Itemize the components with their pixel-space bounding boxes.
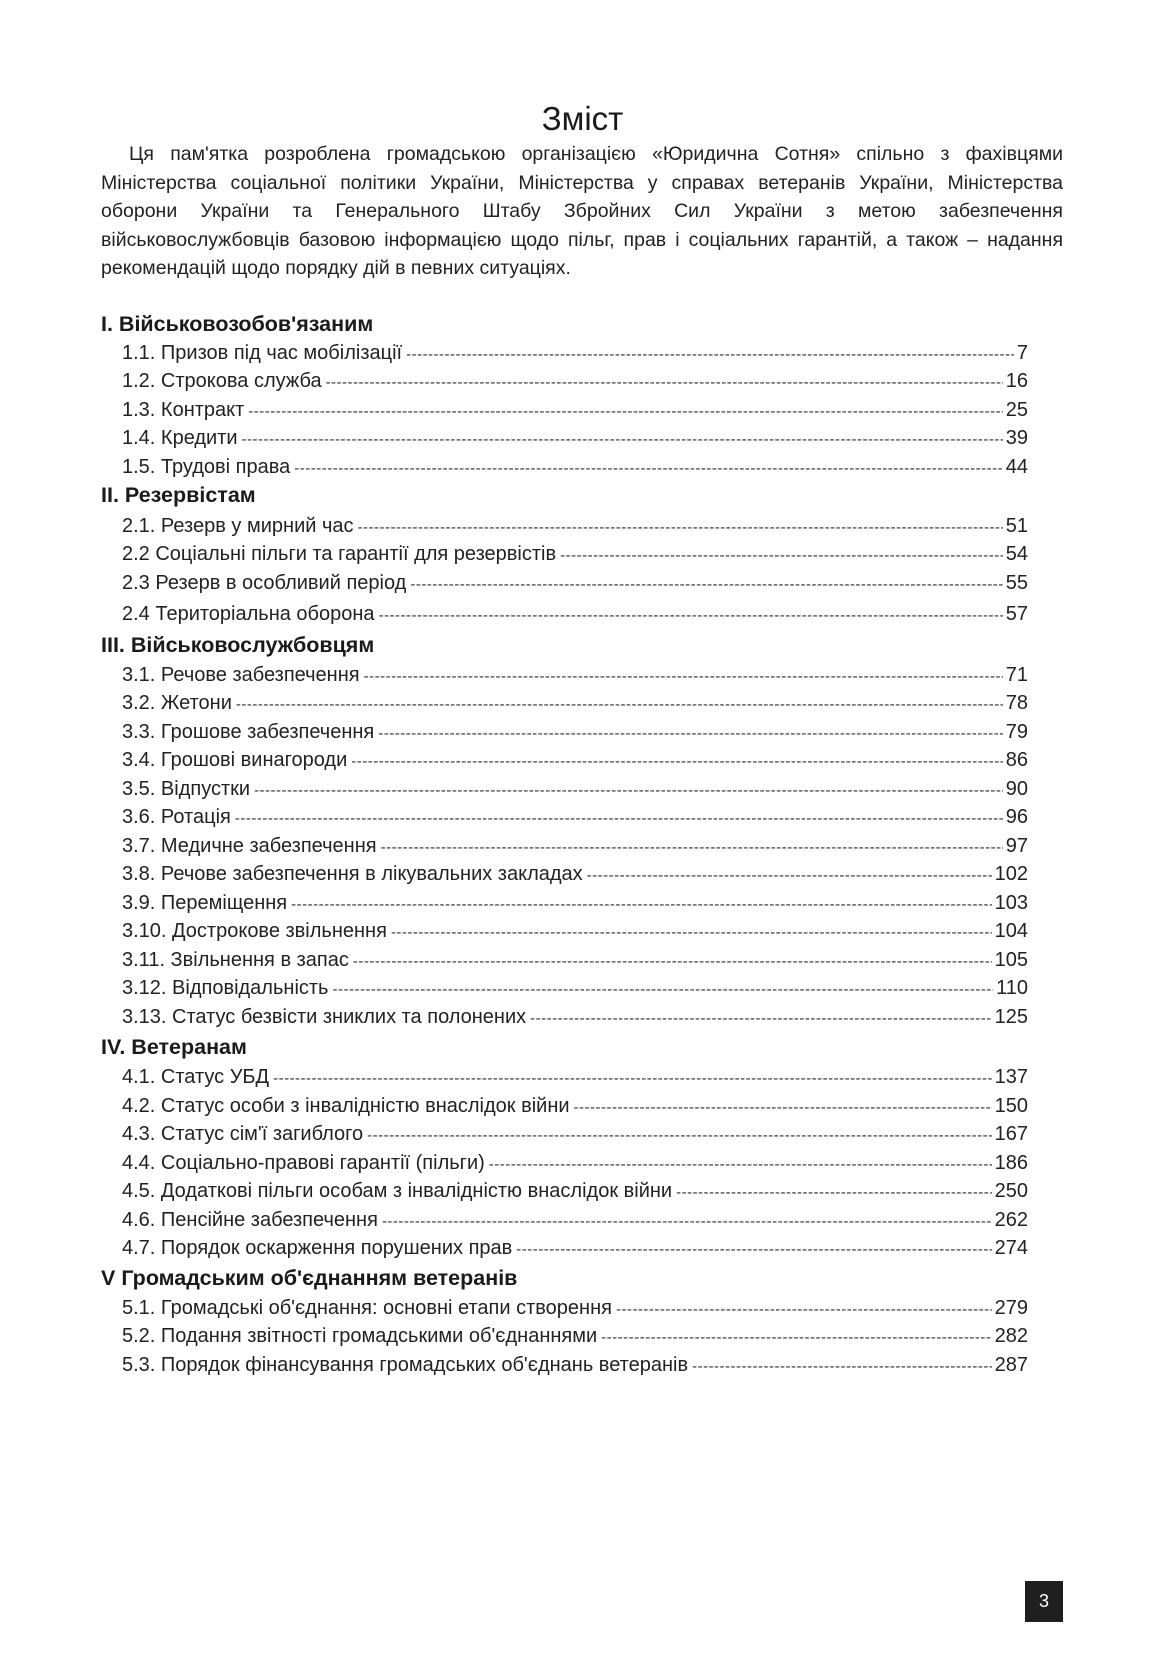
toc-entry-label: 3.11. Звільнення в запас	[122, 949, 349, 971]
toc-entry-page: 39	[1005, 427, 1028, 449]
toc-leader	[530, 1005, 991, 1033]
toc-entry[interactable]	[122, 917, 1028, 945]
page-title: Зміст	[541, 100, 624, 137]
toc-entry[interactable]	[122, 832, 1028, 860]
toc-section-title[interactable]: I. Військовозобов'язаним	[101, 312, 374, 336]
toc-entry[interactable]	[122, 775, 1028, 803]
toc-entry-page: 274	[994, 1237, 1028, 1259]
toc-leader	[326, 369, 1003, 397]
toc-entry-label: 4.1. Статус УБД	[122, 1066, 270, 1088]
toc-leader	[332, 976, 993, 1004]
toc-entry[interactable]	[122, 1149, 1028, 1177]
toc-entry-label: 2.4 Територіальна оборона	[122, 603, 375, 625]
toc-entry-label: 3.12. Відповідальність	[122, 977, 329, 999]
toc-leader	[587, 862, 992, 890]
toc-leader	[676, 1179, 992, 1207]
toc-leader	[560, 542, 1003, 570]
toc-entry-page: 54	[1005, 543, 1028, 565]
toc-leader	[574, 1094, 992, 1122]
toc-entry-label: 2.3 Резерв в особливий період	[122, 572, 407, 594]
toc-entry-label: 1.2. Строкова служба	[122, 370, 322, 392]
toc-entry-page: 90	[1005, 778, 1028, 800]
toc-entry[interactable]	[122, 1120, 1028, 1148]
toc-entry-page: 110	[996, 977, 1028, 999]
toc-leader	[351, 748, 1002, 776]
toc-entry-page: 250	[994, 1180, 1028, 1202]
toc-entry-page: 57	[1005, 603, 1028, 625]
toc-entry[interactable]	[122, 974, 1028, 1002]
toc-section-title[interactable]: III. Військовослужбовцям	[101, 633, 375, 657]
toc-leader	[489, 1151, 992, 1179]
toc-leader	[601, 1324, 991, 1352]
toc-entry[interactable]	[122, 803, 1028, 831]
toc-entry-page: 102	[994, 863, 1028, 885]
toc-entry-page: 25	[1005, 399, 1028, 421]
toc-entry[interactable]	[122, 661, 1028, 689]
toc-leader	[379, 602, 1003, 630]
toc-leader	[616, 1296, 992, 1324]
toc-entry[interactable]	[122, 339, 1028, 367]
toc-entry[interactable]	[122, 1294, 1028, 1322]
toc-entry-label: 3.10. Дострокове звільнення	[122, 920, 387, 942]
toc-leader	[364, 663, 1003, 691]
intro-text: Ця пам'ятка розроблена громадською організацією «Юридична Сотня» спільно з фахівцями Міністерства соціальної політики України, Міністерства у справах ветеранів України, Міністерства оборони України та Генерального Штабу Збройних Сил України з метою забезпечення військовослужбовців базовою інформацією щодо пільг, прав і соціальних гарантій, а також – надання рекомендацій щодо порядку дій в певних ситуаціях.	[101, 143, 1063, 279]
toc-entry-label: 1.5. Трудові права	[122, 456, 291, 478]
toc-leader	[410, 571, 1002, 599]
toc-leader	[254, 777, 1003, 805]
toc-entry-page: 186	[994, 1152, 1028, 1174]
toc-entry-label: 4.5. Додаткові пільги особам з інвалідністю внаслідок війни	[122, 1180, 673, 1202]
toc-entry-label: 3.9. Переміщення	[122, 892, 288, 914]
toc-leader	[516, 1236, 991, 1264]
toc-entry-page: 7	[1016, 342, 1028, 364]
toc-entry-label: 1.4. Кредити	[122, 427, 238, 449]
toc-section-title[interactable]: II. Резервістам	[101, 483, 256, 507]
toc-entry-page: 51	[1005, 515, 1028, 537]
toc-entry-label: 5.2. Подання звітності громадськими об'єднаннями	[122, 1325, 598, 1347]
toc-entry-page: 167	[994, 1123, 1028, 1145]
toc-entry-label: 3.5. Відпустки	[122, 778, 251, 800]
toc-entry-page: 86	[1005, 749, 1028, 771]
toc-entry[interactable]	[122, 367, 1028, 395]
toc-leader	[294, 455, 1002, 483]
toc-leader	[381, 834, 1003, 862]
toc-leader	[291, 891, 991, 919]
toc-entry-label: 1.3. Контракт	[122, 399, 245, 421]
toc-entry-label: 2.2 Соціальні пільги та гарантії для резервістів	[122, 543, 557, 565]
toc-leader	[236, 691, 1003, 719]
toc-entry-label: 4.3. Статус сім'ї загиблого	[122, 1123, 364, 1145]
toc-entry-label: 4.7. Порядок оскарження порушених прав	[122, 1237, 513, 1259]
toc-entry-label: 3.6. Ротація	[122, 806, 231, 828]
toc-entry-page: 150	[994, 1095, 1028, 1117]
toc-entry-page: 104	[994, 920, 1028, 942]
toc-entry[interactable]	[122, 512, 1028, 540]
toc-entry-label: 3.7. Медичне забезпечення	[122, 835, 377, 857]
toc-leader	[358, 514, 1003, 542]
toc-entry-label: 3.13. Статус безвісти зниклих та полонених	[122, 1006, 527, 1028]
toc-entry[interactable]	[122, 746, 1028, 774]
toc-entry-page: 16	[1005, 370, 1028, 392]
toc-entry[interactable]	[122, 1063, 1028, 1091]
toc-entry[interactable]	[122, 1234, 1028, 1262]
toc-entry-page: 44	[1005, 456, 1028, 478]
toc-entry-label: 3.4. Грошові винагороди	[122, 749, 348, 771]
toc-entry-label: 4.6. Пенсійне забезпечення	[122, 1209, 378, 1231]
toc-entry-label: 3.1. Речове забезпечення	[122, 664, 360, 686]
toc-entry[interactable]	[122, 1206, 1028, 1234]
toc-entry-page: 96	[1005, 806, 1028, 828]
toc-entry[interactable]	[122, 396, 1028, 424]
toc-entry[interactable]	[122, 1351, 1028, 1379]
toc-entry-page: 282	[994, 1325, 1028, 1347]
toc-leader	[406, 341, 1014, 369]
toc-entry-label: 3.2. Жетони	[122, 692, 232, 714]
toc-leader	[242, 426, 1003, 454]
toc-entry-page: 262	[994, 1209, 1028, 1231]
toc-leader	[367, 1122, 991, 1150]
toc-leader	[692, 1353, 992, 1381]
page-number-badge: 3	[1025, 1581, 1063, 1622]
toc-entry-page: 125	[994, 1006, 1028, 1028]
toc-entry-page: 279	[994, 1297, 1028, 1319]
toc-entry[interactable]	[122, 889, 1028, 917]
toc-entry[interactable]	[122, 1003, 1028, 1031]
toc-leader	[353, 948, 992, 976]
toc-leader	[391, 919, 992, 947]
toc-entry[interactable]	[122, 860, 1028, 888]
toc-entry-label: 4.2. Статус особи з інвалідністю внаслідок війни	[122, 1095, 570, 1117]
toc-entry-label: 4.4. Соціально-правові гарантії (пільги)	[122, 1152, 485, 1174]
toc-leader	[273, 1065, 992, 1093]
toc-entry-page: 78	[1005, 692, 1028, 714]
toc-leader	[382, 1208, 992, 1236]
toc-leader	[248, 398, 1002, 426]
toc-entry-page: 103	[994, 892, 1028, 914]
toc-entry[interactable]	[122, 569, 1028, 597]
toc-entry[interactable]	[122, 1177, 1028, 1205]
toc-entry-label: 1.1. Призов під час мобілізації	[122, 342, 403, 364]
toc-leader	[235, 805, 1003, 833]
toc-entry[interactable]	[122, 1322, 1028, 1350]
toc-entry[interactable]	[122, 540, 1028, 568]
toc-entry[interactable]	[122, 424, 1028, 452]
toc-section-title[interactable]: V Громадським об'єднанням ветеранів	[101, 1266, 518, 1290]
toc-entry-label: 5.1. Громадські об'єднання: основні етапи створення	[122, 1297, 612, 1319]
toc-entry-label: 3.3. Грошове забезпечення	[122, 721, 375, 743]
toc-entry-page: 287	[994, 1354, 1028, 1376]
toc-section-title[interactable]: IV. Ветеранам	[101, 1035, 247, 1059]
toc-entry-page: 105	[994, 949, 1028, 971]
toc-entry[interactable]	[122, 453, 1028, 481]
toc-entry[interactable]	[122, 946, 1028, 974]
toc-entry-page: 97	[1005, 835, 1028, 857]
toc-leader	[378, 720, 1003, 748]
toc-entry[interactable]	[122, 600, 1028, 628]
toc-entry-page: 79	[1005, 721, 1028, 743]
toc-entry-page: 137	[994, 1066, 1028, 1088]
toc-entry[interactable]	[122, 1092, 1028, 1120]
toc-entry-page: 71	[1005, 664, 1028, 686]
toc-entry[interactable]	[122, 689, 1028, 717]
toc-entry-label: 5.3. Порядок фінансування громадських об'єднань ветеранів	[122, 1354, 689, 1376]
toc-entry[interactable]	[122, 718, 1028, 746]
toc-entry-label: 2.1. Резерв у мирний час	[122, 515, 354, 537]
toc-entry-page: 55	[1005, 572, 1028, 594]
intro-paragraph	[101, 140, 1063, 283]
toc-entry-label: 3.8. Речове забезпечення в лікувальних закладах	[122, 863, 583, 885]
